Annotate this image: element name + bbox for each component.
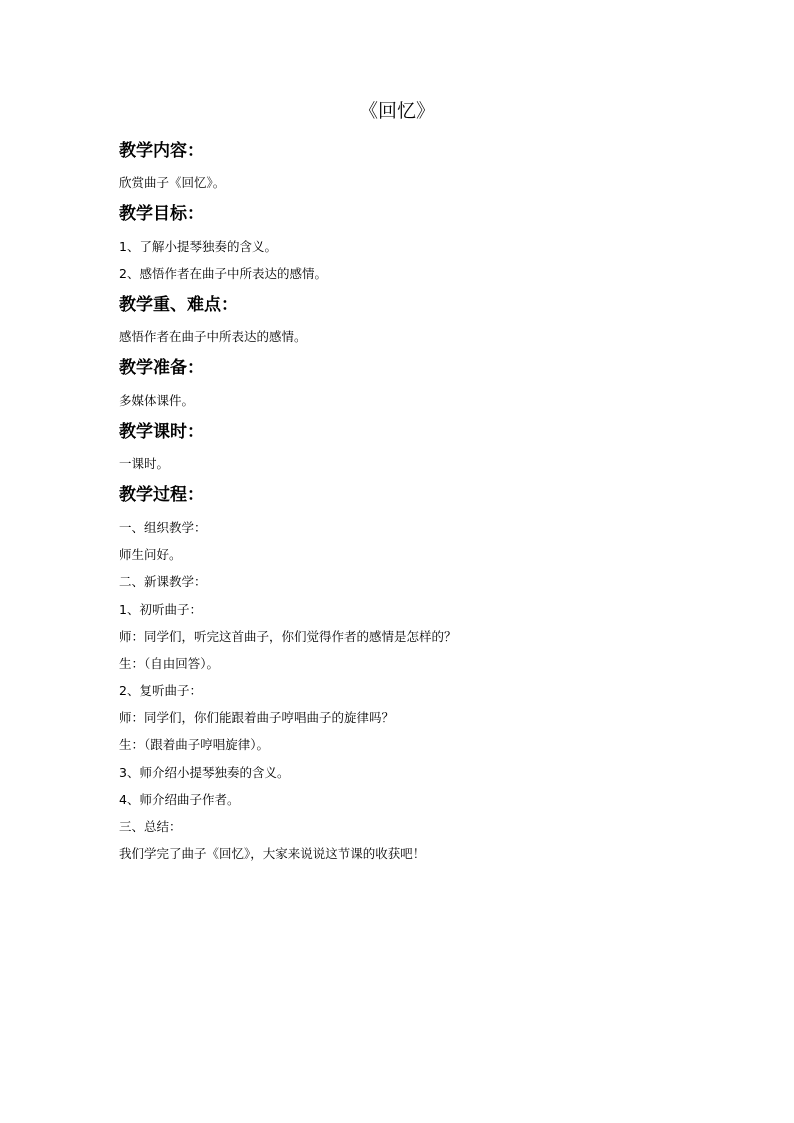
keypoints-text: 感悟作者在曲子中所表达的感情。 (119, 329, 307, 344)
goal-item-2: 2、感悟作者在曲子中所表达的感情。 (119, 266, 327, 281)
process-heading: 教学过程： (119, 485, 204, 505)
goal-item-1: 1、了解小提琴独奏的含义。 (119, 239, 277, 254)
prep-text: 多媒体课件。 (119, 393, 195, 408)
keypoints-heading: 教学重、难点： (119, 295, 238, 315)
process-line: 三、总结： (119, 819, 182, 834)
process-line: 一、组织教学： (119, 520, 207, 535)
hours-heading: 教学课时： (119, 422, 204, 442)
content-heading: 教学内容： (119, 141, 204, 161)
process-line: 2、复听曲子： (119, 683, 202, 698)
process-line: 3、师介绍小提琴独奏的含义。 (119, 765, 290, 780)
process-line: 师生问好。 (119, 547, 182, 562)
process-line: 我们学完了曲子《回忆》，大家来说说这节课的收获吧！ (119, 846, 426, 861)
document-title: 《回忆》 (358, 100, 435, 122)
process-line: 4、师介绍曲子作者。 (119, 792, 240, 807)
process-line: 师：同学们，你们能跟着曲子哼唱曲子的旋律吗？ (119, 710, 395, 725)
process-line: 师：同学们，听完这首曲子，你们觉得作者的感情是怎样的？ (119, 629, 457, 644)
hours-text: 一课时。 (119, 456, 170, 471)
content-text: 欣赏曲子《回忆》。 (119, 175, 226, 190)
process-line: 二、新课教学： (119, 574, 207, 589)
process-line: 生：（自由回答）。 (119, 656, 220, 671)
process-line: 生：（跟着曲子哼唱旋律）。 (119, 737, 270, 752)
process-line: 1、初听曲子： (119, 602, 202, 617)
goals-heading: 教学目标： (119, 204, 204, 224)
prep-heading: 教学准备： (119, 358, 204, 378)
